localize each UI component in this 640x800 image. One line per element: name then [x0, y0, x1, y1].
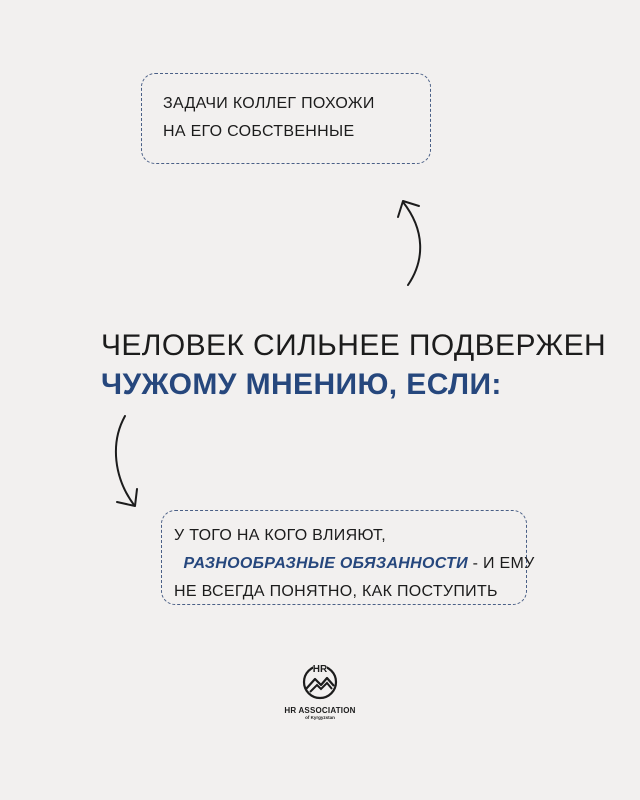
headline: [101, 326, 606, 404]
hr-association-logo: [270, 662, 370, 720]
headline-line-1: ЧЕЛОВЕК СИЛЬНЕЕ ПОДВЕРЖЕН: [101, 329, 607, 362]
logo-subtitle: of Kyrgyzstan: [305, 715, 335, 720]
hr-logo-mark-icon: [302, 662, 338, 700]
bottom-callout-line-2-rest: - И ЕМУ: [467, 555, 535, 572]
top-callout-line-1: ЗАДАЧИ КОЛЛЕГ ПОХОЖИ: [163, 95, 375, 112]
svg-text:HR: HR: [312, 664, 328, 675]
bottom-callout-line-1: У ТОГО НА КОГО ВЛИЯЮТ,: [174, 527, 387, 544]
bottom-callout-line-2: [174, 550, 535, 578]
arrow-up-icon: [395, 190, 435, 290]
logo-title: HR ASSOCIATION: [284, 706, 356, 715]
top-callout-line-2: НА ЕГО СОБСТВЕННЫЕ: [163, 123, 355, 140]
headline-line-2: ЧУЖОМУ МНЕНИЮ, ЕСЛИ:: [101, 368, 502, 401]
bottom-callout-highlight: РАЗНООБРАЗНЫЕ ОБЯЗАННОСТИ: [183, 555, 468, 572]
bottom-callout-box: [161, 510, 535, 605]
top-callout-box: [141, 73, 431, 164]
bottom-callout-line-3: НЕ ВСЕГДА ПОНЯТНО, КАК ПОСТУПИТЬ: [174, 583, 498, 600]
arrow-down-icon: [108, 413, 148, 513]
